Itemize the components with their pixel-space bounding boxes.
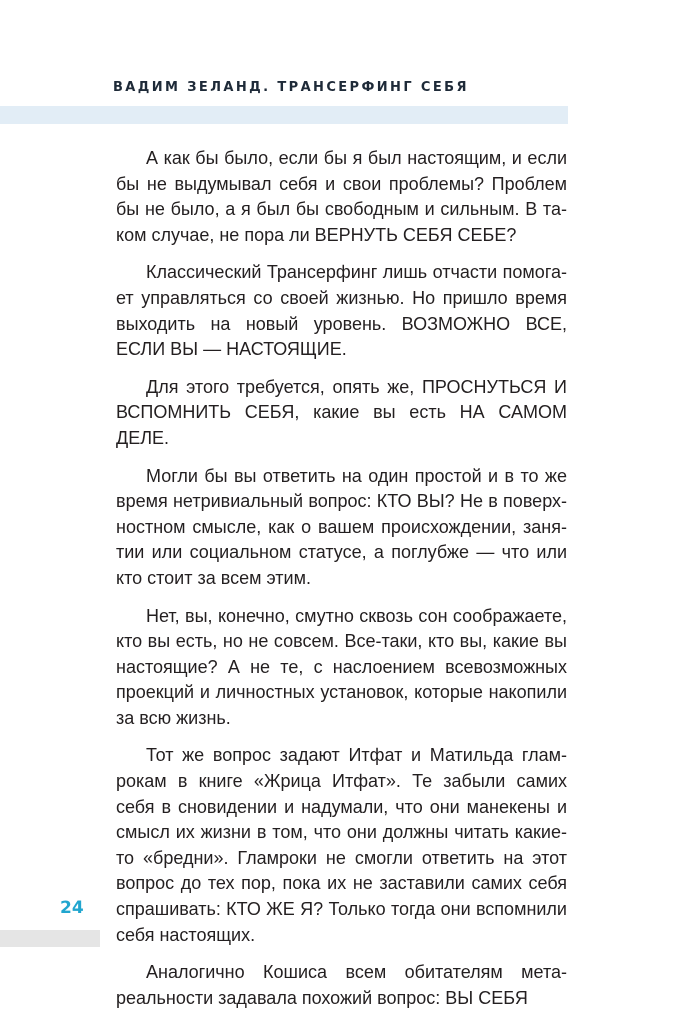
paragraph: Нет, вы, конечно, смутно сквозь сон соображаете, кто вы есть, но не совсем. Все-таки, кто вы, какие вы настоящие? А не те, с наслоением всевозможных проекций и личностных установок, которые накопили за всю жизнь.: [116, 605, 567, 728]
header-band: [0, 106, 568, 124]
paragraph: Классический Трансерфинг лишь отчасти помогает управляться со своей жизнью. Но пришло время выходить на новый уровень. ВОЗМОЖНО ВСЕ, ЕСЛИ ВЫ — НАСТОЯЩИЕ.: [116, 262, 567, 360]
page-number: 24: [60, 898, 84, 918]
page-body: [116, 146, 567, 1023]
paragraph: Тот же вопрос задают Итфат и Матильда гламрокам в книге «Жрица Итфат». Те забыли самих себя в сновидении и надумали, что они манекены и смысл их жизни в том, что они должны читать какие-то «бредни». Гламроки не смогли ответить на этот вопрос до тех пор, пока их не заставили самих себя спрашивать: КТО ЖЕ Я? Только тогда они вспомнили себя настоящих.: [116, 745, 567, 945]
running-title: ВАДИМ ЗЕЛАНД. ТРАНСЕРФИНГ СЕБЯ: [113, 80, 469, 95]
paragraph: Для этого требуется, опять же, ПРОСНУТЬСЯ И ВСПОМНИТЬ СЕБЯ, какие вы есть НА САМОМ ДЕЛЕ.: [116, 376, 567, 448]
paragraph: А как бы было, если бы я был настоящим, и если бы не выдумывал себя и свои проблемы? Проблем бы не было, а я был бы свободным и сильным. В таком случае, не пора ли ВЕРНУТЬ СЕБЯ СЕБЕ?: [116, 148, 567, 245]
footer-band: [0, 930, 100, 947]
paragraph: Могли бы вы ответить на один простой и в то же время нетривиальный вопрос: КТО ВЫ? Не в поверхностном смысле, как о вашем происхождении, занятии или социальном статусе, а поглубже — что или кто стоит за всем этим.: [116, 465, 567, 588]
paragraph: Аналогично Кошиса всем обитателям метареальности задавала похожий вопрос: ВЫ СЕБЯ: [116, 962, 567, 1008]
